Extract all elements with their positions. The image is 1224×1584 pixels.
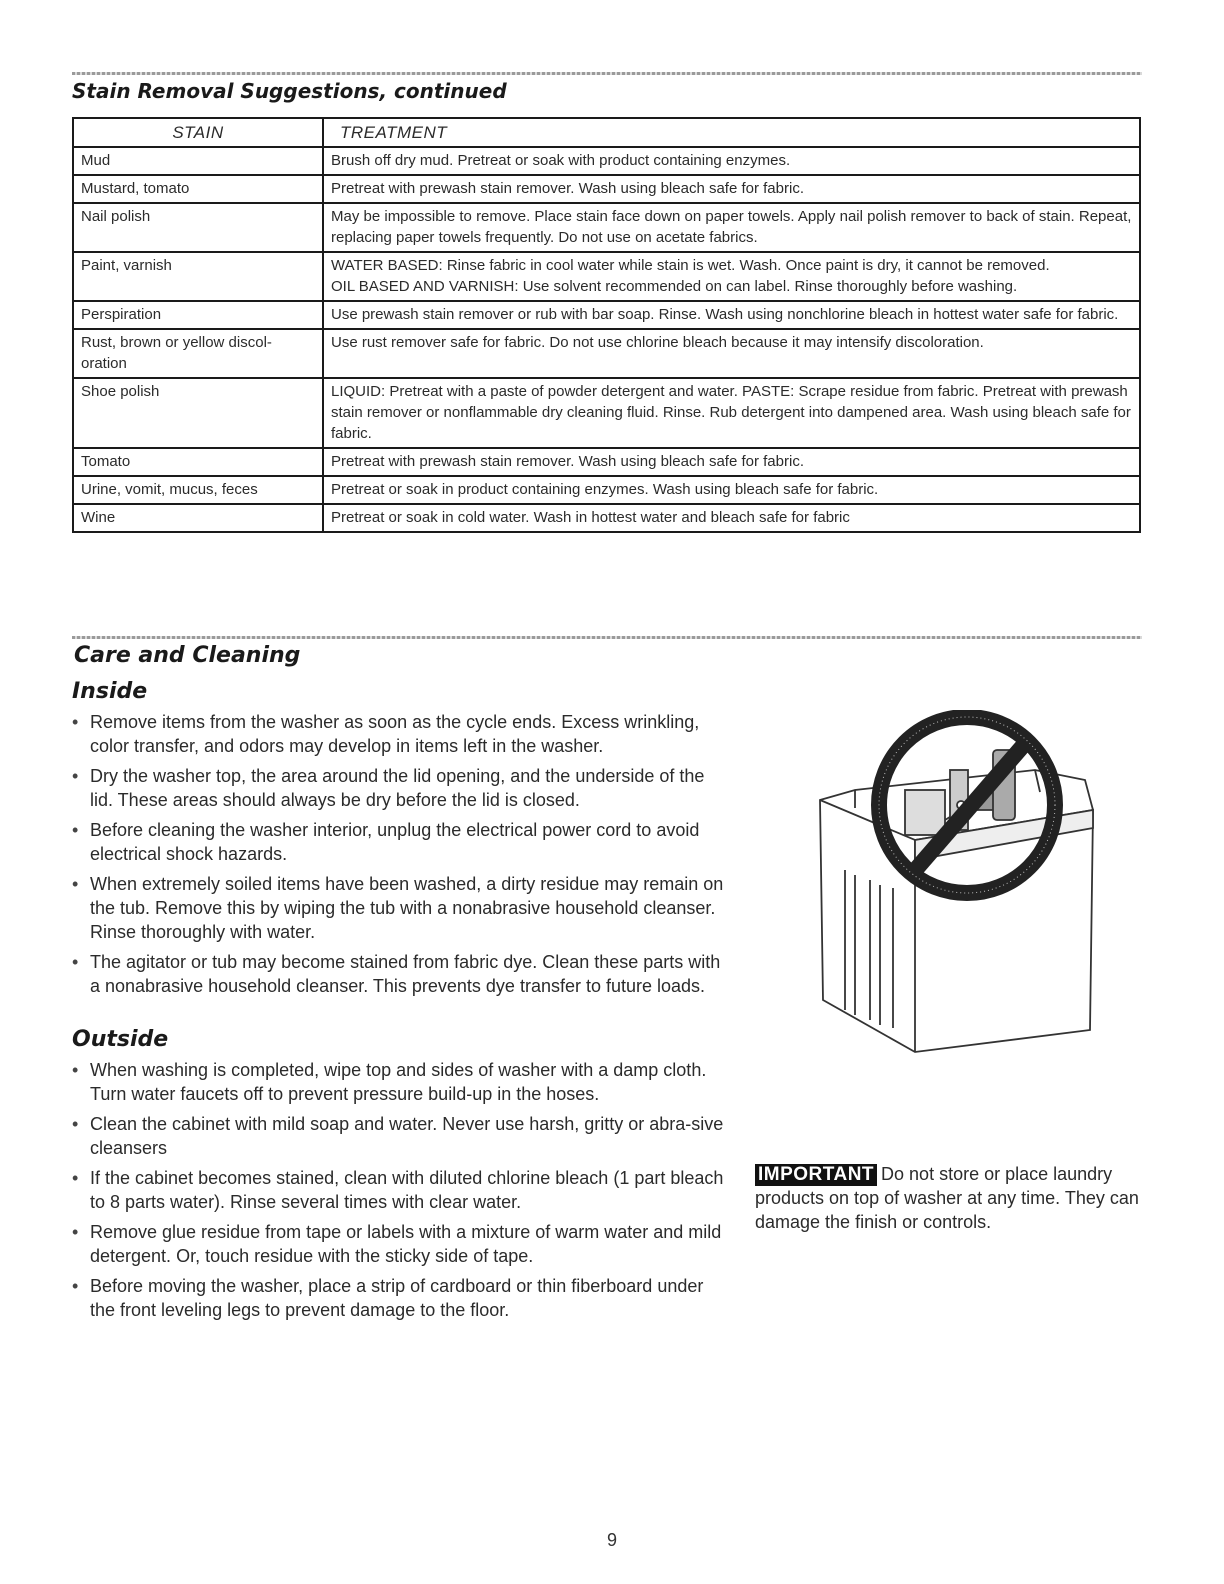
treatment-text: WATER BASED: Rinse fabric in cool water while stain is wet. Wash. Once paint is dry, it cannot be removed. — [331, 257, 1050, 274]
inside-heading: Inside — [72, 679, 148, 704]
treatment-text: Pretreat with prewash stain remover. Wash using bleach safe for fabric. — [331, 180, 804, 197]
list-item: • When washing is completed, wipe top and sides of washer with a damp cloth. Turn water faucets off to prevent pressure build-up in the hoses. — [72, 1058, 732, 1106]
stain-cell: Urine, vomit, mucus, feces — [73, 476, 323, 504]
treatment-text: Pretreat or soak in cold water. Wash in hottest water and bleach safe for fabric — [331, 509, 850, 526]
page-number: 9 — [606, 1530, 617, 1550]
treatment-text: Brush off dry mud. Pretreat or soak with product containing enzymes. — [331, 152, 791, 169]
treatment-text: OIL BASED AND VARNISH: Use solvent recommended on can label. Rinse thoroughly before washing. — [331, 278, 1018, 295]
treatment-text: Use prewash stain remover or rub with bar soap. Rinse. Wash using nonchlorine bleach in hottest water safe for fabric. — [331, 306, 1119, 323]
stain-cell: Nail polish — [73, 203, 323, 252]
stain-cell: Wine — [73, 504, 323, 532]
list-item: • Before moving the washer, place a strip of cardboard or thin fiberboard under the front leveling legs to prevent damage to the floor. — [72, 1274, 732, 1322]
table-row — [73, 448, 1140, 476]
treatment-cell — [323, 448, 1140, 476]
table-row — [73, 378, 1140, 448]
treatment-cell — [323, 301, 1140, 329]
table-row — [73, 329, 1140, 378]
treatment-cell — [323, 378, 1140, 448]
treatment-cell — [323, 252, 1140, 301]
care-rule — [72, 636, 1142, 639]
list-item: • Dry the washer top, the area around the lid opening, and the underside of the lid. These areas should always be dry before the lid is closed. — [72, 764, 732, 812]
table-row — [73, 147, 1140, 175]
stain-cell: Perspiration — [73, 301, 323, 329]
stain-cell: Mud — [73, 147, 323, 175]
list-item: • When extremely soiled items have been washed, a dirty residue may remain on the tub. Remove this by wiping the tub with a nonabrasive household cleanser. Rinse thoroughly with water. — [72, 872, 732, 944]
important-text: Do not store or place laundry products on top of washer at any time. They can damage the finish or controls. — [755, 1164, 1139, 1232]
stain-cell: Rust, brown or yellow discol-oration — [73, 329, 323, 378]
inside-list — [72, 710, 732, 1004]
treatment-text: Pretreat or soak in product containing enzymes. Wash using bleach safe for fabric. — [331, 481, 879, 498]
treatment-cell — [323, 504, 1140, 532]
table-row — [73, 252, 1140, 301]
treatment-text: Use rust remover safe for fabric. Do not use chlorine bleach because it may intensify discoloration. — [331, 334, 984, 351]
stain-cell: Shoe polish — [73, 378, 323, 448]
outside-heading: Outside — [72, 1027, 169, 1052]
table-row — [73, 301, 1140, 329]
stain-table — [72, 117, 1141, 533]
list-item: • Before cleaning the washer interior, unplug the electrical power cord to avoid electrical shock hazards. — [72, 818, 732, 866]
treatment-text: LIQUID: Pretreat with a paste of powder detergent and water. PASTE: Scrape residue from fabric. Pretreat with prewash stain remover or nonflammable dry cleaning fluid. Rinse. Rub detergent into dampened area. Wash using bleach safe for fabric. — [331, 383, 1131, 442]
outside-list — [72, 1058, 732, 1328]
treatment-cell — [323, 147, 1140, 175]
list-item: • Remove items from the washer as soon as the cycle ends. Excess wrinkling, color transfer, and odors may develop in items left in the washer. — [72, 710, 732, 758]
top-rule — [72, 72, 1142, 75]
table-row — [73, 203, 1140, 252]
list-item: • The agitator or tub may become stained from fabric dye. Clean these parts with a nonabrasive household cleanser. This prevents dye transfer to future loads. — [72, 950, 732, 998]
table-row — [73, 175, 1140, 203]
important-note — [755, 1162, 1155, 1234]
care-section-title: Care and Cleaning — [74, 643, 301, 668]
table-row — [73, 504, 1140, 532]
treatment-cell — [323, 203, 1140, 252]
important-badge: IMPORTANT — [755, 1164, 877, 1186]
stain-section-title: Stain Removal Suggestions, continued — [72, 79, 507, 103]
treatment-cell — [323, 329, 1140, 378]
treatment-text: May be impossible to remove. Place stain face down on paper towels. Apply nail polish remover to back of stain. Repeat, replacing paper towels frequently. Do not use on acetate fabrics. — [331, 208, 1132, 246]
list-item: • Remove glue residue from tape or labels with a mixture of warm water and mild detergent. Or, touch residue with the sticky side of tape. — [72, 1220, 732, 1268]
treatment-text: Pretreat with prewash stain remover. Wash using bleach safe for fabric. — [331, 453, 804, 470]
table-header-row — [73, 118, 1140, 147]
column-header-stain: STAIN — [73, 118, 323, 147]
treatment-cell — [323, 476, 1140, 504]
column-header-treatment: TREATMENT — [323, 118, 1140, 147]
list-item: • Clean the cabinet with mild soap and water. Never use harsh, gritty or abra-sive cleansers — [72, 1112, 732, 1160]
list-item: • If the cabinet becomes stained, clean with diluted chlorine bleach (1 part bleach to 8 parts water). Rinse several times with clear water. — [72, 1166, 732, 1214]
stain-cell: Mustard, tomato — [73, 175, 323, 203]
washer-no-products-illustration — [815, 710, 1100, 1155]
stain-cell: Tomato — [73, 448, 323, 476]
table-row — [73, 476, 1140, 504]
stain-cell: Paint, varnish — [73, 252, 323, 301]
treatment-cell — [323, 175, 1140, 203]
